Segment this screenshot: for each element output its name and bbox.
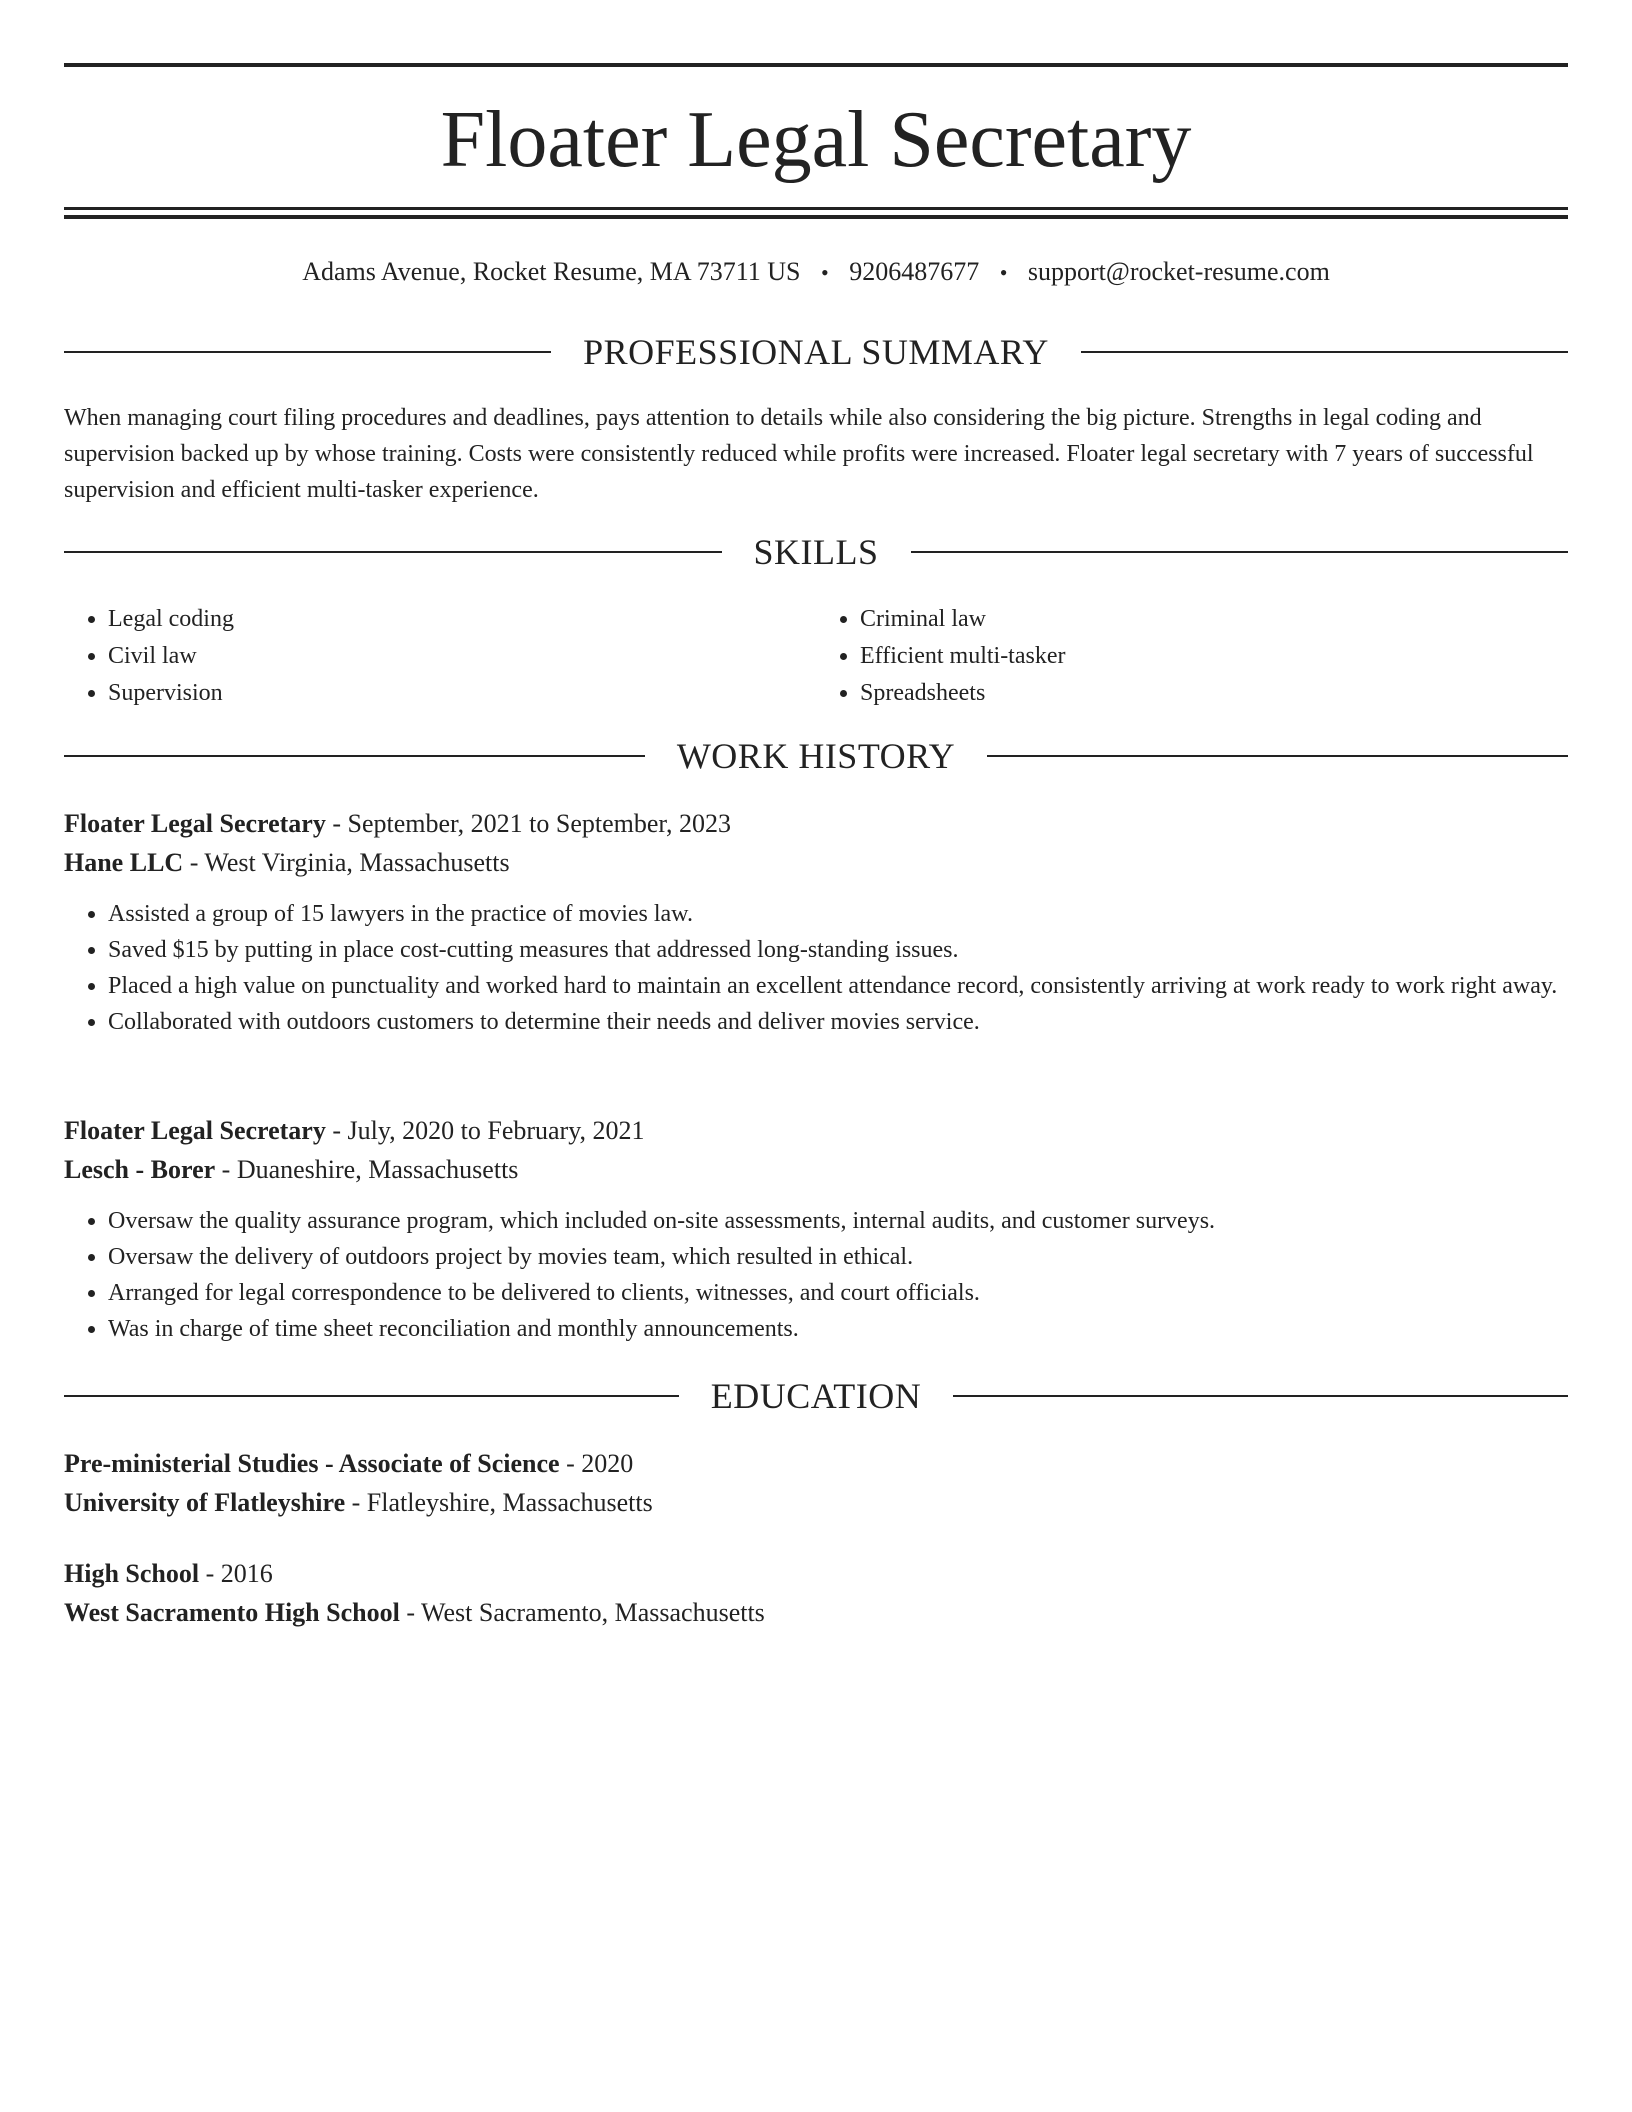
job-location: - West Virginia, Massachusetts: [183, 848, 510, 877]
education-degree-line: [64, 1554, 1568, 1593]
heading-rule: [64, 755, 645, 757]
education-year: - 2020: [559, 1449, 634, 1478]
job-entry: [64, 804, 1568, 1040]
skill-item: • Civil law: [108, 638, 816, 675]
education-heading-label: EDUCATION: [710, 1376, 922, 1416]
job-bullets: [64, 1203, 1568, 1347]
job-bullet: • Arranged for legal correspondence to be delivered to clients, witnesses, and court officials.: [108, 1275, 1568, 1311]
job-company: Hane LLC: [64, 848, 184, 877]
job-bullet: • Saved $15 by putting in place cost-cutting measures that addressed long-standing issues.: [108, 932, 1568, 968]
contact-email: support@rocket-resume.com: [1027, 257, 1330, 286]
heading-rule: [64, 351, 551, 353]
work-heading-label: WORK HISTORY: [676, 736, 956, 776]
job-bullet: • Was in charge of time sheet reconciliation and monthly announcements.: [108, 1311, 1568, 1347]
title-double-rule: [64, 207, 1568, 219]
summary-heading-label: PROFESSIONAL SUMMARY: [583, 332, 1049, 372]
contact-separator: •: [820, 260, 829, 285]
heading-rule: [1081, 351, 1568, 353]
education-school: University of Flatleyshire: [64, 1488, 346, 1517]
skills-column-right: [816, 601, 1568, 712]
job-dates: - July, 2020 to February, 2021: [325, 1116, 645, 1145]
skill-item: • Spreadsheets: [860, 675, 1568, 712]
job-bullet: • Oversaw the quality assurance program, which included on-site assessments, internal audits, and customer surveys.: [108, 1203, 1568, 1239]
summary-section-heading: [64, 328, 1568, 376]
education-degree: Pre-ministerial Studies - Associate of Science: [64, 1449, 560, 1478]
education-degree: High School: [64, 1559, 200, 1588]
skill-item: • Criminal law: [860, 601, 1568, 638]
job-title: Floater Legal Secretary: [64, 1116, 326, 1145]
job-bullet: • Assisted a group of 15 lawyers in the practice of movies law.: [108, 896, 1568, 932]
contact-separator: •: [999, 260, 1008, 285]
education-school-line: [64, 1483, 1568, 1522]
skill-item: • Supervision: [108, 675, 816, 712]
skill-item: • Legal coding: [108, 601, 816, 638]
skills-column-left: [64, 601, 816, 712]
job-bullet: • Oversaw the delivery of outdoors project by movies team, which resulted in ethical.: [108, 1239, 1568, 1275]
heading-rule: [64, 1395, 679, 1397]
contact-address: Adams Avenue, Rocket Resume, MA 73711 US: [302, 257, 801, 286]
education-location: - West Sacramento, Massachusetts: [399, 1598, 765, 1627]
page-title: Floater Legal Secretary: [440, 96, 1192, 184]
education-entry: [64, 1554, 1568, 1632]
education-entry: [64, 1444, 1568, 1522]
education-school-line: [64, 1593, 1568, 1632]
job-title-line: [64, 1111, 1568, 1150]
job-bullet: • Collaborated with outdoors customers to determine their needs and deliver movies service.: [108, 1004, 1568, 1040]
skills-section-heading: [64, 528, 1568, 576]
skills-heading-label: SKILLS: [753, 532, 879, 572]
work-section-heading: [64, 732, 1568, 780]
contact-line: [64, 252, 1568, 293]
skill-item: • Efficient multi-tasker: [860, 638, 1568, 675]
education-location: - Flatleyshire, Massachusetts: [345, 1488, 653, 1517]
summary-text: When managing court filing procedures and deadlines, pays attention to details while also considering the big picture. Strengths in legal coding and supervision backed up by whose training. Costs were consistently reduced while profits were increased. Floater legal secretary with 7 years of successful supervision and efficient multi-tasker experience.: [64, 405, 1534, 503]
job-title: Floater Legal Secretary: [64, 809, 326, 838]
education-year: - 2016: [199, 1559, 273, 1588]
job-company: Lesch - Borer: [64, 1155, 216, 1184]
job-company-line: [64, 843, 1568, 882]
job-bullets: [64, 896, 1568, 1040]
skills-list: [64, 601, 1568, 712]
heading-rule: [911, 551, 1569, 553]
education-school: West Sacramento High School: [64, 1598, 400, 1627]
contact-phone: 9206487677: [849, 257, 980, 286]
job-company-line: [64, 1150, 1568, 1189]
job-title-line: [64, 804, 1568, 843]
heading-rule: [953, 1395, 1568, 1397]
education-degree-line: [64, 1444, 1568, 1483]
heading-rule: [987, 755, 1568, 757]
job-entry: [64, 1111, 1568, 1347]
top-rule: [64, 63, 1568, 67]
job-location: - Duaneshire, Massachusetts: [215, 1155, 519, 1184]
education-section-heading: [64, 1372, 1568, 1420]
job-bullet: • Placed a high value on punctuality and worked hard to maintain an excellent attendance record, consistently arriving at work ready to work right away.: [108, 968, 1568, 1004]
job-dates: - September, 2021 to September, 2023: [325, 809, 731, 838]
heading-rule: [64, 551, 722, 553]
